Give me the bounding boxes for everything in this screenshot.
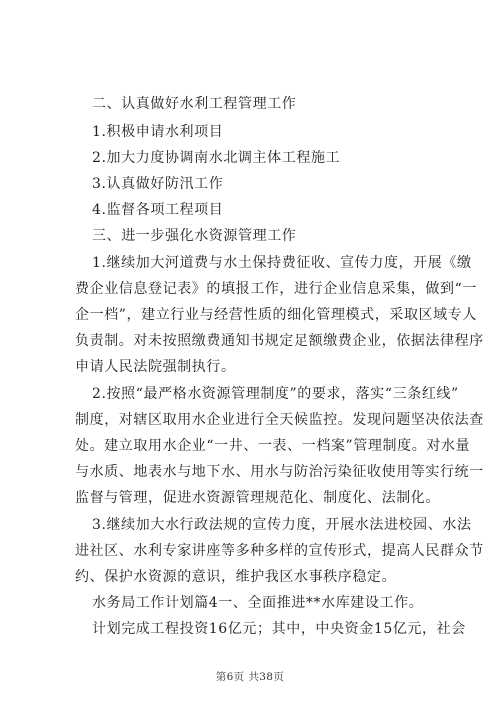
paragraph-line: 费企业信息登记表》的填报工作，进行企业信息采集，做到“一 — [75, 281, 477, 297]
paragraph-line: 约、保护水资源的意识，维护我区水事秩序稳定。 — [75, 569, 397, 585]
page-footer: 第6页 共38页 — [215, 671, 285, 683]
section-heading: 三、进一步强化水资源管理工作 — [92, 228, 297, 244]
paragraph-line: 企一档”，建立行业与经营性质的细化管理模式，采取区域专人 — [75, 307, 477, 323]
list-item: 4.监督各项工程项目 — [92, 202, 224, 218]
list-item: 3.认真做好防汛工作 — [92, 176, 224, 192]
list-item: 1.积极申请水利项目 — [92, 124, 224, 140]
paragraph-line: 制度，对辖区取用水企业进行全天候监控。发现问题坚决依法查 — [75, 412, 484, 428]
paragraph-line: 2.按照“最严格水资源管理制度”的要求，落实“三条红线” — [92, 386, 459, 402]
paragraph-line: 负责制。对未按照缴费通知书规定足额缴费企业，依据法律程序 — [75, 333, 484, 349]
list-item: 2.加大力度协调南水北调主体工程施工 — [92, 150, 341, 166]
paragraph-line: 计划完成工程投资16亿元；其中，中央资金15亿元，社会 — [92, 621, 466, 637]
paragraph-line: 与水质、地表水与地下水、用水与防治污染征收使用等实行统一 — [75, 464, 484, 480]
section-heading: 二、认真做好水利工程管理工作 — [92, 96, 297, 112]
paragraph-line: 进社区、水利专家讲座等多种多样的宣传形式，提高人民群众节 — [75, 543, 484, 559]
paragraph-line: 申请人民法院强制执行。 — [75, 359, 236, 375]
paragraph-line: 1.继续加大河道费与水土保持费征收、宣传力度，开展《缴 — [92, 255, 472, 271]
paragraph-line: 水务局工作计划篇4一、全面推进**水库建设工作。 — [92, 595, 424, 611]
paragraph-line: 3.继续加大水行政法规的宣传力度，开展水法进校园、水法 — [92, 517, 472, 533]
paragraph-line: 处。建立取用水企业“一井、一表、一档案”管理制度。对水量 — [75, 438, 471, 454]
paragraph-line: 监督与管理，促进水资源管理规范化、制度化、法制化。 — [75, 490, 440, 506]
